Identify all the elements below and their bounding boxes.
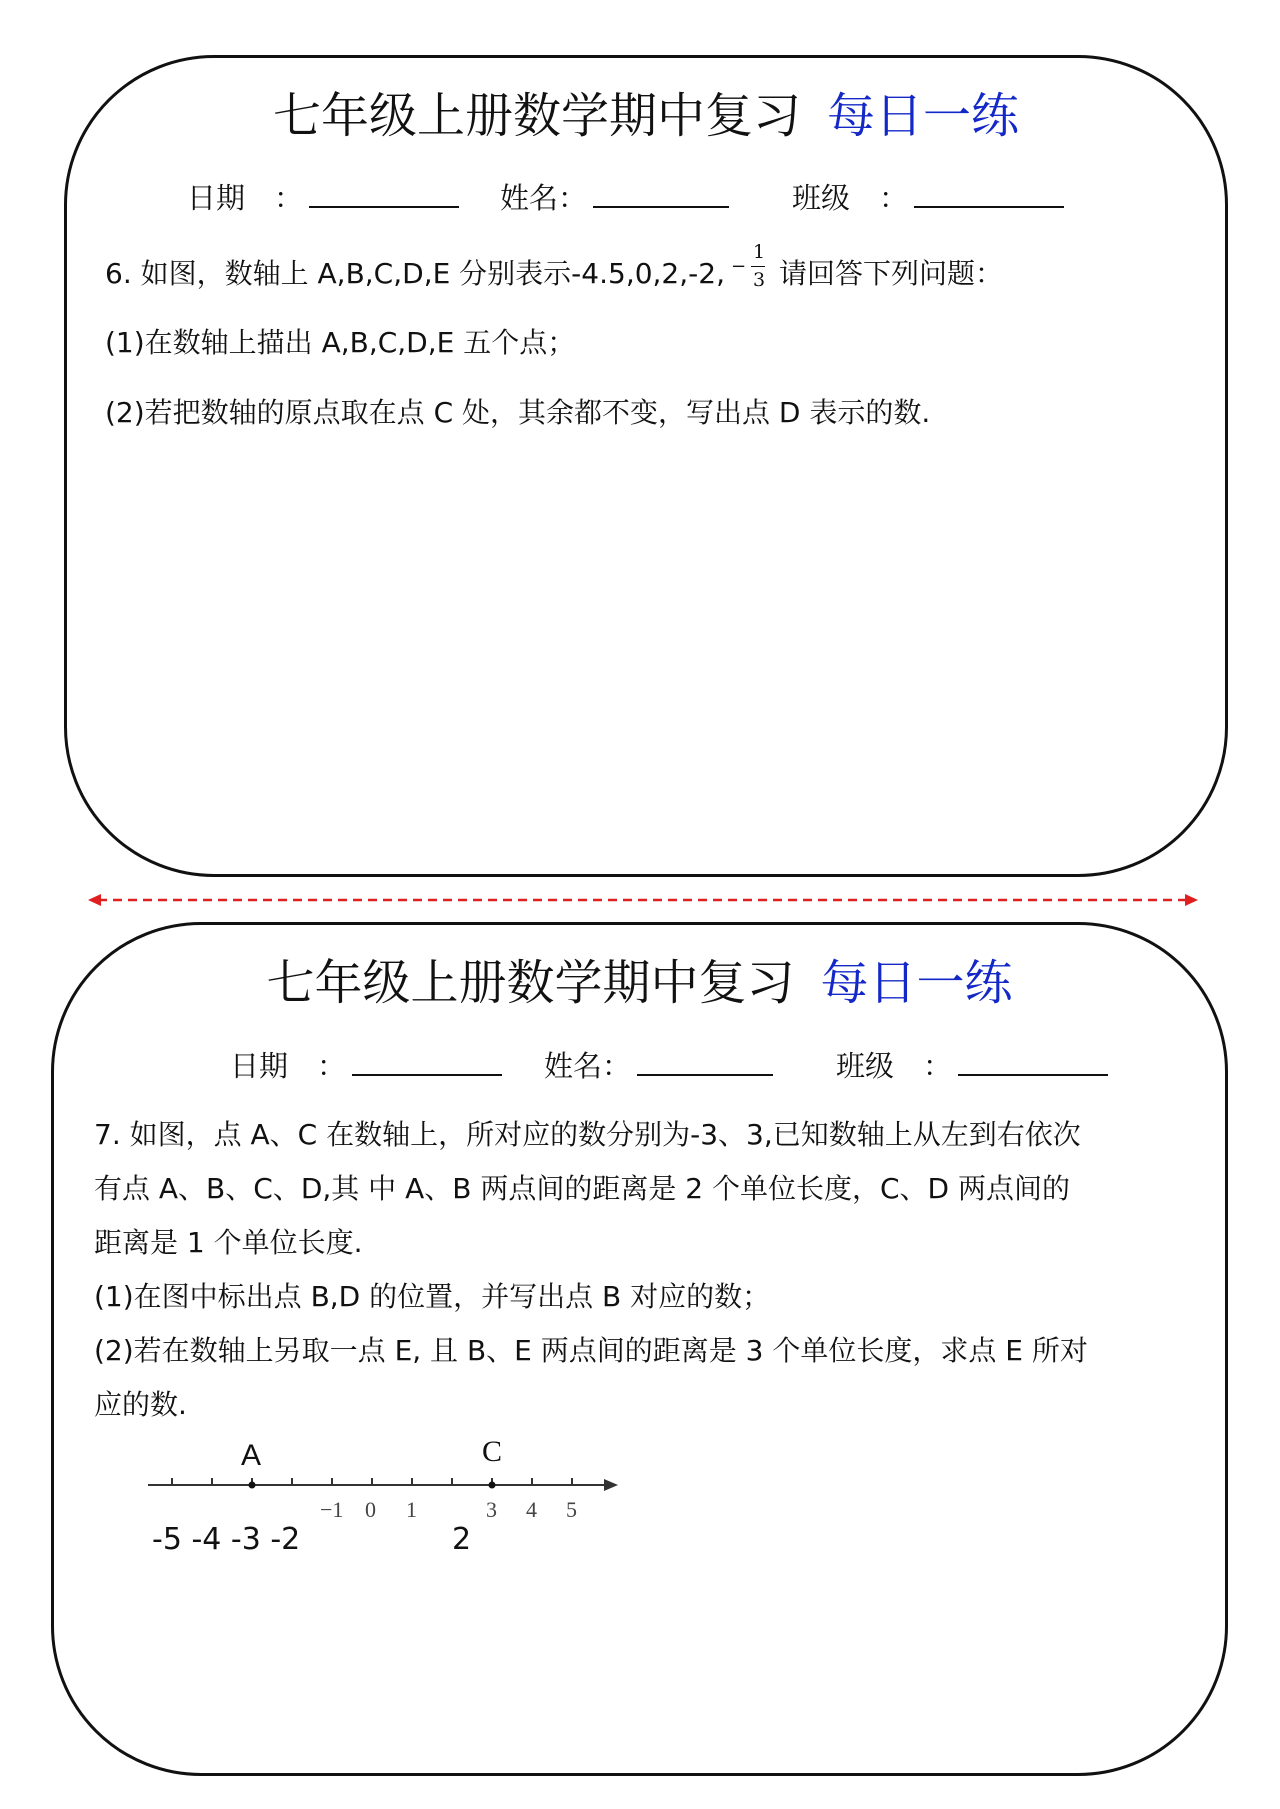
- tick-label-5: 5: [566, 1497, 577, 1522]
- name-field[interactable]: [544, 1046, 773, 1086]
- question-6-part1: (1)在数轴上描出 A,B,C,D,E 五个点；: [105, 326, 576, 359]
- date-blank[interactable]: [352, 1046, 502, 1076]
- point-c-dot: [489, 1482, 496, 1489]
- point-a-label: A: [241, 1439, 262, 1472]
- tick-label-neg1: −1: [320, 1497, 344, 1522]
- tick-label-0: 0: [365, 1497, 376, 1522]
- handwritten-label-2: 2: [452, 1522, 472, 1557]
- point-a-dot: [249, 1482, 256, 1489]
- name-label: 姓名：: [500, 181, 588, 215]
- handwritten-labels-left: -5 -4 -3 -2: [152, 1522, 301, 1557]
- date-field[interactable]: [187, 178, 459, 218]
- exercise-card-6: [64, 55, 1228, 877]
- title-accent: 每日一练: [827, 88, 1020, 144]
- question-6-suffix: 请回答下列问题：: [778, 257, 1003, 290]
- title-main: 七年级上册数学期中复习: [266, 955, 795, 1011]
- question-7-line2: 有点 A、B、C、D,其 中 A、B 两点间的距离是 2 个单位长度，C、D 两点间的: [94, 1172, 1070, 1205]
- name-blank[interactable]: [637, 1046, 773, 1076]
- tick-label-1: 1: [406, 1497, 417, 1522]
- class-label: 班级 ：: [836, 1049, 953, 1083]
- question-7-part1: (1)在图中标出点 B,D 的位置，并写出点 B 对应的数；: [94, 1280, 771, 1313]
- date-blank[interactable]: [309, 178, 459, 208]
- fraction-minus-one-third: − 1 3: [730, 241, 766, 291]
- date-label: 日期 ：: [230, 1049, 347, 1083]
- name-field[interactable]: [500, 178, 729, 218]
- title-main: 七年级上册数学期中复习: [272, 88, 801, 144]
- card-title: [54, 953, 1225, 1013]
- date-label: 日期 ：: [187, 181, 304, 215]
- number-line-svg: [140, 1440, 660, 1580]
- question-7-line3: 距离是 1 个单位长度.: [94, 1226, 363, 1259]
- cut-line-arrow: [88, 892, 1198, 908]
- class-blank[interactable]: [914, 178, 1064, 208]
- question-6-prefix: 6. 如图，数轴上 A,B,C,D,E 分别表示-4.5,0,2,-2,: [105, 257, 725, 290]
- exercise-card-7: [51, 922, 1228, 1776]
- question-7-part2-line1: (2)若在数轴上另取一点 E, 且 B、E 两点间的距离是 3 个单位长度，求点 E 所对: [94, 1334, 1088, 1367]
- point-c-label: C: [482, 1435, 503, 1468]
- tick-label-3: 3: [486, 1497, 497, 1522]
- question-6-stem: [105, 241, 1003, 295]
- question-7-line1: 7. 如图，点 A、C 在数轴上，所对应的数分别为-3、3,已知数轴上从左到右依次: [94, 1118, 1081, 1151]
- question-6-part2: (2)若把数轴的原点取在点 C 处，其余都不变，写出点 D 表示的数.: [105, 396, 931, 429]
- tick-label-4: 4: [526, 1497, 537, 1522]
- class-field[interactable]: [792, 178, 1064, 218]
- number-line-arrowhead: [604, 1479, 618, 1491]
- class-label: 班级 ：: [792, 181, 909, 215]
- title-accent: 每日一练: [820, 955, 1013, 1011]
- question-7-part2-line2: 应的数.: [94, 1388, 187, 1421]
- card-title: [67, 86, 1225, 146]
- name-blank[interactable]: [593, 178, 729, 208]
- class-blank[interactable]: [958, 1046, 1108, 1076]
- class-field[interactable]: [836, 1046, 1108, 1086]
- name-label: 姓名：: [544, 1049, 632, 1083]
- number-line-ticks: [172, 1478, 572, 1485]
- date-field[interactable]: [230, 1046, 502, 1086]
